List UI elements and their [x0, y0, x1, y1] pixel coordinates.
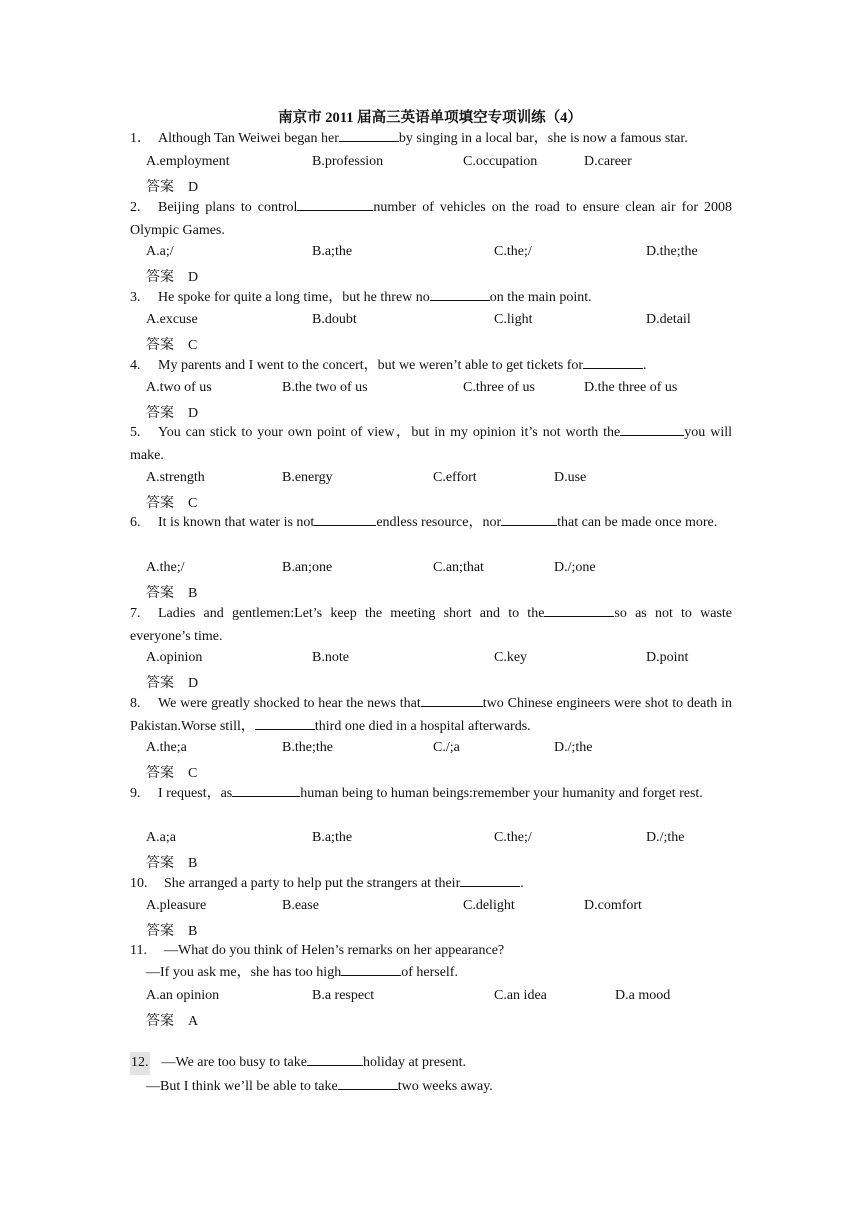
blank	[232, 784, 300, 797]
answer-10	[146, 920, 197, 940]
answer-value: C	[188, 766, 198, 781]
answer-7	[146, 672, 198, 692]
question-text: She arranged a party to help put the strangers at their	[164, 876, 461, 891]
option-a: A.the;/	[146, 560, 185, 575]
question-text: Ladies and gentlemen:Let’s keep the meeting short and to the	[158, 606, 545, 621]
question-2	[130, 197, 732, 242]
blank	[297, 198, 373, 211]
options-4	[146, 380, 746, 400]
answer-label: 答案	[146, 406, 174, 421]
answer-value: D	[188, 676, 199, 691]
answer-label: 答案	[146, 924, 174, 939]
answer-4	[146, 402, 198, 422]
options-7	[146, 650, 746, 670]
answer-value: D	[188, 270, 199, 285]
option-d: D./;the	[554, 740, 593, 755]
options-11	[146, 988, 746, 1008]
answer-value: C	[188, 496, 198, 511]
question-1	[130, 128, 732, 151]
option-b: B.note	[312, 650, 349, 665]
option-b: B.the two of us	[282, 380, 368, 395]
option-a: A.a;a	[146, 830, 176, 845]
option-c: C.key	[494, 650, 528, 665]
question-text: —We are too busy to take	[161, 1055, 307, 1070]
option-d: D.a mood	[615, 988, 671, 1003]
option-c: C.the;/	[494, 244, 532, 259]
option-c: C.occupation	[463, 154, 538, 169]
question-11	[130, 940, 732, 963]
blank	[338, 1077, 398, 1090]
question-number: 9.	[130, 786, 141, 801]
question-number: 2.	[130, 200, 141, 215]
blank	[620, 423, 684, 436]
option-b: B.a;the	[312, 244, 353, 259]
question-text: .	[520, 876, 524, 891]
options-1	[146, 154, 746, 174]
option-a: A.employment	[146, 154, 230, 169]
answer-2	[146, 266, 198, 286]
question-number: 12.	[130, 1052, 150, 1075]
option-c: C.an;that	[433, 560, 484, 575]
question-text: He spoke for quite a long time，but he threw no	[158, 290, 430, 305]
option-b: B.a respect	[312, 988, 375, 1003]
question-7	[130, 603, 732, 648]
question-11-line-2	[146, 962, 458, 985]
question-text: you will make.	[130, 425, 732, 463]
question-number: 7.	[130, 606, 141, 621]
option-c: C.delight	[463, 898, 515, 913]
question-12-line-2	[146, 1076, 493, 1099]
question-text: My parents and I went to the concert，but we weren’t able to get tickets for	[158, 358, 584, 373]
page-title: 南京市 2011 届高三英语单项填空专项训练（4）	[278, 110, 582, 126]
question-5	[130, 422, 732, 467]
option-b: B.energy	[282, 470, 333, 485]
question-text: holiday at present.	[362, 1055, 466, 1070]
question-text: two Chinese engineers were shot to death in Pakistan.Worse still，	[130, 696, 732, 734]
answer-label: 答案	[146, 766, 174, 781]
option-d: D.point	[646, 650, 689, 665]
question-text: —What do you think of Helen’s remarks on her appearance?	[164, 943, 505, 958]
question-text: It is known that water is not	[158, 515, 315, 530]
question-number: 4.	[130, 358, 141, 373]
question-4	[130, 355, 732, 378]
option-c: C.three of us	[463, 380, 535, 395]
option-a: A.a;/	[146, 244, 174, 259]
answer-label: 答案	[146, 856, 174, 871]
option-d: D.the three of us	[584, 380, 678, 395]
question-9	[130, 783, 732, 806]
blank	[255, 717, 315, 730]
option-c: C./;a	[433, 740, 460, 755]
answer-6	[146, 582, 197, 602]
option-c: C.effort	[433, 470, 477, 485]
question-text: .	[643, 358, 647, 373]
answer-value: A	[188, 1014, 199, 1029]
option-d: D.comfort	[584, 898, 642, 913]
question-text: —If you ask me，she has too high	[146, 965, 342, 980]
answer-8	[146, 762, 197, 782]
question-text: on the main point.	[489, 290, 592, 305]
answer-9	[146, 852, 197, 872]
options-2	[146, 244, 746, 264]
option-b: B.an;one	[282, 560, 333, 575]
option-b: B.doubt	[312, 312, 357, 327]
option-a: A.strength	[146, 470, 205, 485]
question-number: 3.	[130, 290, 141, 305]
blank	[430, 288, 490, 301]
option-b: B.a;the	[312, 830, 353, 845]
question-number: 8.	[130, 696, 141, 711]
question-text: two weeks away.	[397, 1079, 493, 1094]
blank	[339, 129, 399, 142]
question-text: third one died in a hospital afterwards.	[314, 718, 531, 734]
question-text: so as not to waste everyone’s time.	[130, 606, 733, 644]
options-9	[146, 830, 746, 850]
options-3	[146, 312, 746, 332]
options-10	[146, 898, 746, 918]
blank	[341, 963, 401, 976]
option-d: D.detail	[646, 312, 691, 327]
answer-label: 答案	[146, 1014, 174, 1029]
question-text: that can be made once more.	[557, 515, 718, 530]
option-b: B.ease	[282, 898, 319, 913]
option-a: A.the;a	[146, 740, 187, 755]
blank	[460, 874, 520, 887]
option-d: D./;one	[554, 560, 596, 575]
option-b: B.profession	[312, 154, 384, 169]
answer-label: 答案	[146, 180, 174, 195]
question-text: by singing in a local bar，she is now a famous star.	[398, 131, 688, 146]
question-text: We were greatly shocked to hear the news that	[158, 696, 421, 711]
option-c: C.light	[494, 312, 533, 327]
option-a: A.two of us	[146, 380, 212, 395]
answer-value: B	[188, 856, 198, 871]
question-text: human being to human beings:remember your humanity and forget rest.	[300, 786, 703, 801]
answer-label: 答案	[146, 586, 174, 601]
question-6	[130, 512, 732, 535]
answer-label: 答案	[146, 676, 174, 691]
answer-11	[146, 1010, 198, 1030]
question-text: endless resource，nor	[376, 515, 502, 530]
answer-label: 答案	[146, 496, 174, 511]
answer-label: 答案	[146, 270, 174, 285]
option-a: A.an opinion	[146, 988, 220, 1003]
answer-5	[146, 492, 197, 512]
option-d: D.use	[554, 470, 587, 485]
question-number: 5.	[130, 425, 141, 440]
answer-value: D	[188, 406, 199, 421]
option-c: C.the;/	[494, 830, 532, 845]
option-c: C.an idea	[494, 988, 547, 1003]
question-12	[130, 1052, 732, 1075]
options-5	[146, 470, 746, 490]
answer-value: D	[188, 180, 199, 195]
blank	[501, 513, 557, 526]
option-a: A.opinion	[146, 650, 203, 665]
answer-value: B	[188, 924, 198, 939]
question-text: number of vehicles on the road to ensure clean air for 2008 Olympic Games.	[130, 200, 733, 238]
answer-value: C	[188, 338, 198, 353]
question-number: 1．	[130, 131, 151, 146]
answer-1	[146, 176, 198, 196]
option-d: D.the;the	[646, 244, 698, 259]
answer-label: 答案	[146, 338, 174, 353]
answer-value: B	[188, 586, 198, 601]
question-text: You can stick to your own point of view，but in my opinion it’s not worth the	[158, 425, 621, 440]
question-text: Although Tan Weiwei began her	[158, 131, 339, 146]
option-a: A.excuse	[146, 312, 198, 327]
question-text: —But I think we’ll be able to take	[146, 1079, 338, 1094]
option-b: B.the;the	[282, 740, 333, 755]
blank	[421, 694, 483, 707]
question-text: of herself.	[401, 965, 458, 980]
options-6	[146, 560, 746, 580]
question-number: 11.	[130, 943, 147, 958]
question-8	[130, 693, 732, 738]
blank	[314, 513, 376, 526]
answer-3	[146, 334, 197, 354]
question-text: Beijing plans to control	[158, 200, 298, 215]
blank	[583, 356, 643, 369]
option-a: A.pleasure	[146, 898, 207, 913]
blank	[544, 604, 614, 617]
question-number: 6.	[130, 515, 141, 530]
options-8	[146, 740, 746, 760]
question-3	[130, 287, 732, 310]
question-text: I request，as	[158, 786, 233, 801]
blank	[307, 1053, 363, 1066]
question-10	[130, 873, 732, 896]
question-number: 10.	[130, 876, 148, 891]
option-d: D.career	[584, 154, 632, 169]
option-d: D./;the	[646, 830, 685, 845]
